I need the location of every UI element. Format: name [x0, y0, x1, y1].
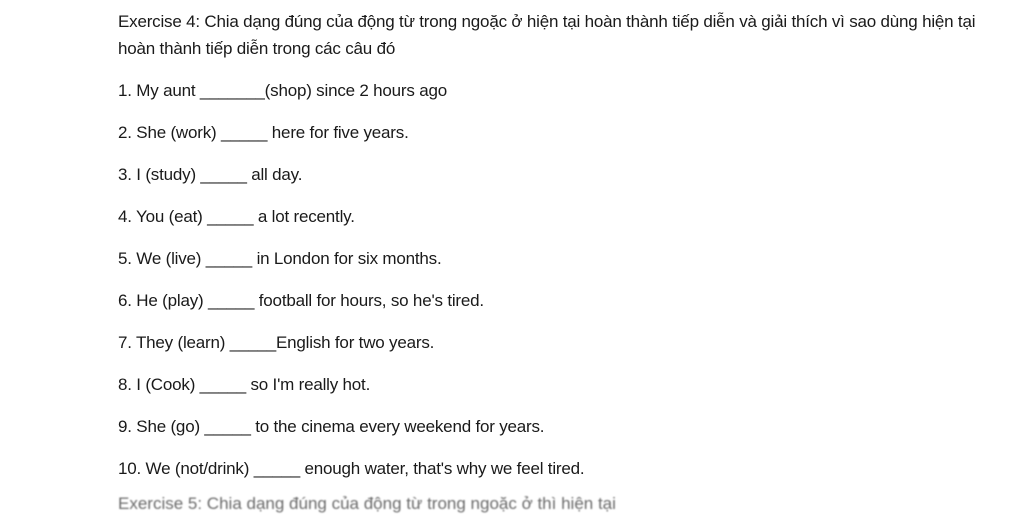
- exercise-item-5: 5. We (live) _____ in London for six months.: [118, 249, 442, 268]
- exercise-item-8: 8. I (Cook) _____ so I'm really hot.: [118, 375, 371, 394]
- exercise-item-1: 1. My aunt _______(shop) since 2 hours ago: [118, 81, 447, 100]
- exercise-item-2: 2. She (work) _____ here for five years.: [118, 123, 409, 142]
- exercise-item-7: 7. They (learn) _____English for two years.: [118, 333, 435, 352]
- exercise-list: [118, 78, 584, 498]
- exercise-instruction: Exercise 4: Chia dạng đúng của động từ trong ngoặc ở hiện tại hoàn thành tiếp diễn và giải thích vì sao dùng hiện tại hoàn thành tiếp diễn trong các câu đó: [118, 12, 976, 58]
- exercise-item-4: 4. You (eat) _____ a lot recently.: [118, 207, 355, 226]
- exercise-item-10: 10. We (not/drink) _____ enough water, that's why we feel tired.: [118, 459, 585, 478]
- next-exercise-heading-cutoff: Exercise 5: Chia dạng đúng của động từ trong ngoặc ở thì hiện tại: [118, 494, 616, 513]
- exercise-item-6: 6. He (play) _____ football for hours, so he's tired.: [118, 291, 484, 310]
- exercise-item-9: 9. She (go) _____ to the cinema every weekend for years.: [118, 417, 545, 436]
- exercise-item-3: 3. I (study) _____ all day.: [118, 165, 303, 184]
